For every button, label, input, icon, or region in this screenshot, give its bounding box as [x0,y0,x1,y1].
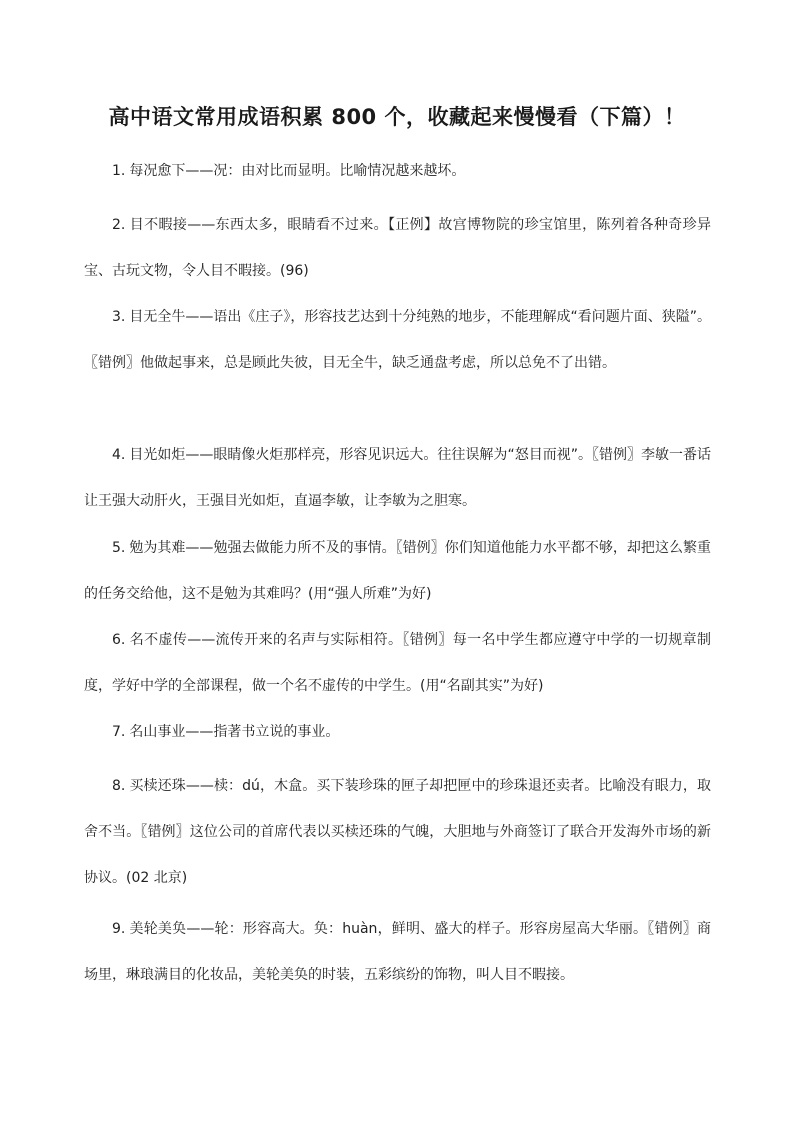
idiom-entry-5 [84,525,711,617]
entry-number: 1. [112,163,126,179]
entry-number: 9. [112,921,126,937]
idiom-entry-1 [84,148,711,194]
entry-number: 3. [112,309,126,325]
idiom-entry-8 [84,763,711,901]
entry-number: 6. [112,632,126,648]
entry-text: 名不虚传——流传开来的名声与实际相符。〖错例〗每一名中学生都应遵守中学的一切规章制度，学好中学的全部课程，做一个名不虚传的中学生。(用“名副其实”为好) [84,632,711,694]
idiom-entry-6 [84,617,711,709]
entry-number: 2. [112,217,126,233]
entry-text: 目光如炬——眼睛像火炬那样亮，形容见识远大。往往误解为“怒目而视”。〖错例〗李敏一番话让王强大动肝火，王强目光如炬，直逼李敏，让李敏为之胆寒。 [84,447,711,509]
idiom-entry-4 [84,432,711,524]
entry-text: 买椟还珠——椟：dú，木盒。买下装珍珠的匣子却把匣中的珍珠退还卖者。比喻没有眼力，取舍不当。〖错例〗这位公司的首席代表以买椟还珠的气魄，大胆地与外商签订了联合开发海外市场的新协议。(02 北京) [84,778,711,886]
idiom-entry-9 [84,906,711,998]
entry-number: 8. [112,778,126,794]
entry-text: 目无全牛——语出《庄子》，形容技艺达到十分纯熟的地步，不能理解成“看问题片面、狭隘”。〖错例〗他做起事来，总是顾此失彼，目无全牛，缺乏通盘考虑，所以总免不了出错。 [84,309,711,371]
idiom-entry-2 [84,202,711,294]
entry-text: 每况愈下——况：由对比而显明。比喻情况越来越坏。 [129,163,466,179]
idiom-entry-3 [84,294,711,386]
entry-number: 7. [112,724,126,740]
idiom-entry-7 [84,709,711,755]
entry-text: 目不暇接——东西太多，眼睛看不过来。【正例】故宫博物院的珍宝馆里，陈列着各种奇珍异宝、古玩文物，令人目不暇接。(96) [84,217,711,279]
entry-number: 5. [112,540,126,556]
entry-text: 名山事业——指著书立说的事业。 [129,724,340,740]
page-title: 高中语文常用成语积累 800 个，收藏起来慢慢看（下篇）！ [108,105,686,129]
entry-number: 4. [112,447,126,463]
entry-text: 勉为其难——勉强去做能力所不及的事情。〖错例〗你们知道他能力水平都不够，却把这么繁重的任务交给他，这不是勉为其难吗？(用“强人所难”为好) [84,540,711,602]
entry-text: 美轮美奂——轮：形容高大。奂：huàn，鲜明、盛大的样子。形容房屋高大华丽。〖错例〗商场里，琳琅满目的化妆品，美轮美奂的时装，五彩缤纷的饰物，叫人目不暇接。 [84,921,711,983]
